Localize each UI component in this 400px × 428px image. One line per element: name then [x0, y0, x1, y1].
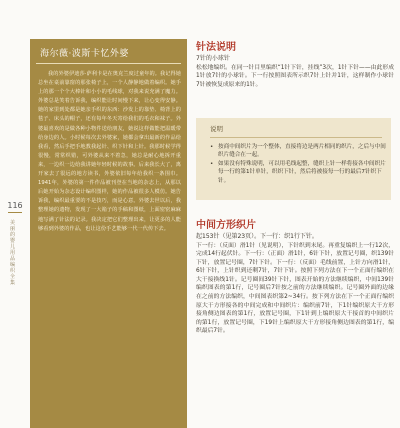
center-square-section: [196, 216, 394, 336]
center-square-instructions: 下一行：（反面）滑1针（见说明），下针织到末尾。再重复编织上一行12次，完成14行起伏针。下一行：（正面）滑1针，6针下针，放置记号圈，织139针下针，放置记号圈，7针下针。下一行：（反面）毛线前置，上针方向滑1针，6针下针，上针织到还剩7针，7针下针。按照下列方法在下一个正面行编织在大干接换线1针。记号圈间39针下针，图表开始的方法继续编织，中间139针编织图表的第1行，记号圈后7针按之前的方法继续编织。记号圈外面的边缘在之前的方法编织，中间图表织第2~34行。按下列方法在下一个正面行编织原大干方形接各的中间完成和中间织片：编织前7针，下1针编织原大干方形接角侧边图表的第1行，放置记号圈，下1针到上编织原大干接首的中间织片的第1行，放置记号圈，下19针上编织原大干方形接角侧边图表的第1行，编织最后7针。: [196, 242, 394, 335]
story-inner: [36, 43, 181, 428]
book-title-vertical: 美丽的婴儿用品编织全集: [10, 220, 16, 286]
stitch-notes-section: [196, 38, 394, 89]
bullet-icon: •: [210, 144, 214, 150]
section-heading-stitch-notes: 针法说明: [196, 42, 236, 53]
stitch-description: 松松地编织。在同一针目里编织“1针下针，挂线”3次，1针下针——由此形成1针放7针的小球针。下一行按照图表所示织7针上针并1针，这样制作小球针7针被恢复成原来的1针。: [196, 64, 394, 88]
note-box: [196, 118, 391, 200]
sidebar-story-panel: [30, 39, 187, 428]
note-list: [196, 143, 391, 185]
stitch-subheading: 7针的小球针: [196, 55, 230, 62]
page-number: 116: [7, 201, 23, 210]
section-heading-center-square: 中间方形织片: [196, 220, 256, 231]
story-body: 我的外婆伊迪莎·萨利卡是在奥克兰度过童年的。我记得她总坐在桌前靠窗的那张椅子上，一个人静静地做着编织。她手上的那一个个大棒针和小小的毛线球，对我来说充满了魔力。外婆总是笑着告诉我，编织能让时间慢下来，让心变得安静。她的家里到处都是她亲手织的东西：沙发上的靠垫、椅背上的毯子、床头的帽子，还有每年冬天寄给我们的毛衣和袜子。外婆最喜欢的是做各种小物件送给朋友，她说这样做能把温暖带给身边的人。小时候每次去外婆家，她都会拿出最新的作品给我看，然后手把手地教我起针、织下针和上针。我那时候学得很慢，常常织错，可外婆从来不着急，她总是耐心地拆开重来，一边织一边给我讲她年轻时候的故事。后来我长大了，离开家去了很远的地方读书，外婆依旧每年给我织一条围巾。1941年，外婆的第一件作品被刊登在当地的杂志上，从那以后她开始为杂志设计编织图样，她的作品被很多人模仿。她告诉我，编织最重要的不是技巧，而是心意。外婆去世以后，我整理她的遗物，发现了一大箱子的手稿和图纸，上面密密麻麻地写满了针法的记录。我决定把它们整理出来，让更多的人能够看到外婆的作品，也让这份手艺能够一代一代传下去。: [38, 71, 181, 232]
bullet-icon: •: [210, 160, 214, 167]
story-title: 海尔薇·波斯卡忆外婆: [36, 43, 181, 64]
note-item-text: 按商中间织片为一个整体，直接将边是两片相同的织片，之后与中间织片缝合在一起。: [218, 144, 386, 159]
page-number-rule: [8, 212, 22, 213]
note-item-text: 如果没有特殊说明，可以用毛线起整，缝织上针一样将接各中间织片每一行的第1针单针，织织下针，然后将被接每一行的最后7针织下针。: [218, 160, 386, 184]
note-item: [210, 160, 391, 185]
note-item: [210, 143, 391, 160]
note-title: 说明: [210, 124, 382, 138]
center-square-subheading: 起153针（见第23页）。下一行：织1行下针。: [196, 233, 318, 240]
